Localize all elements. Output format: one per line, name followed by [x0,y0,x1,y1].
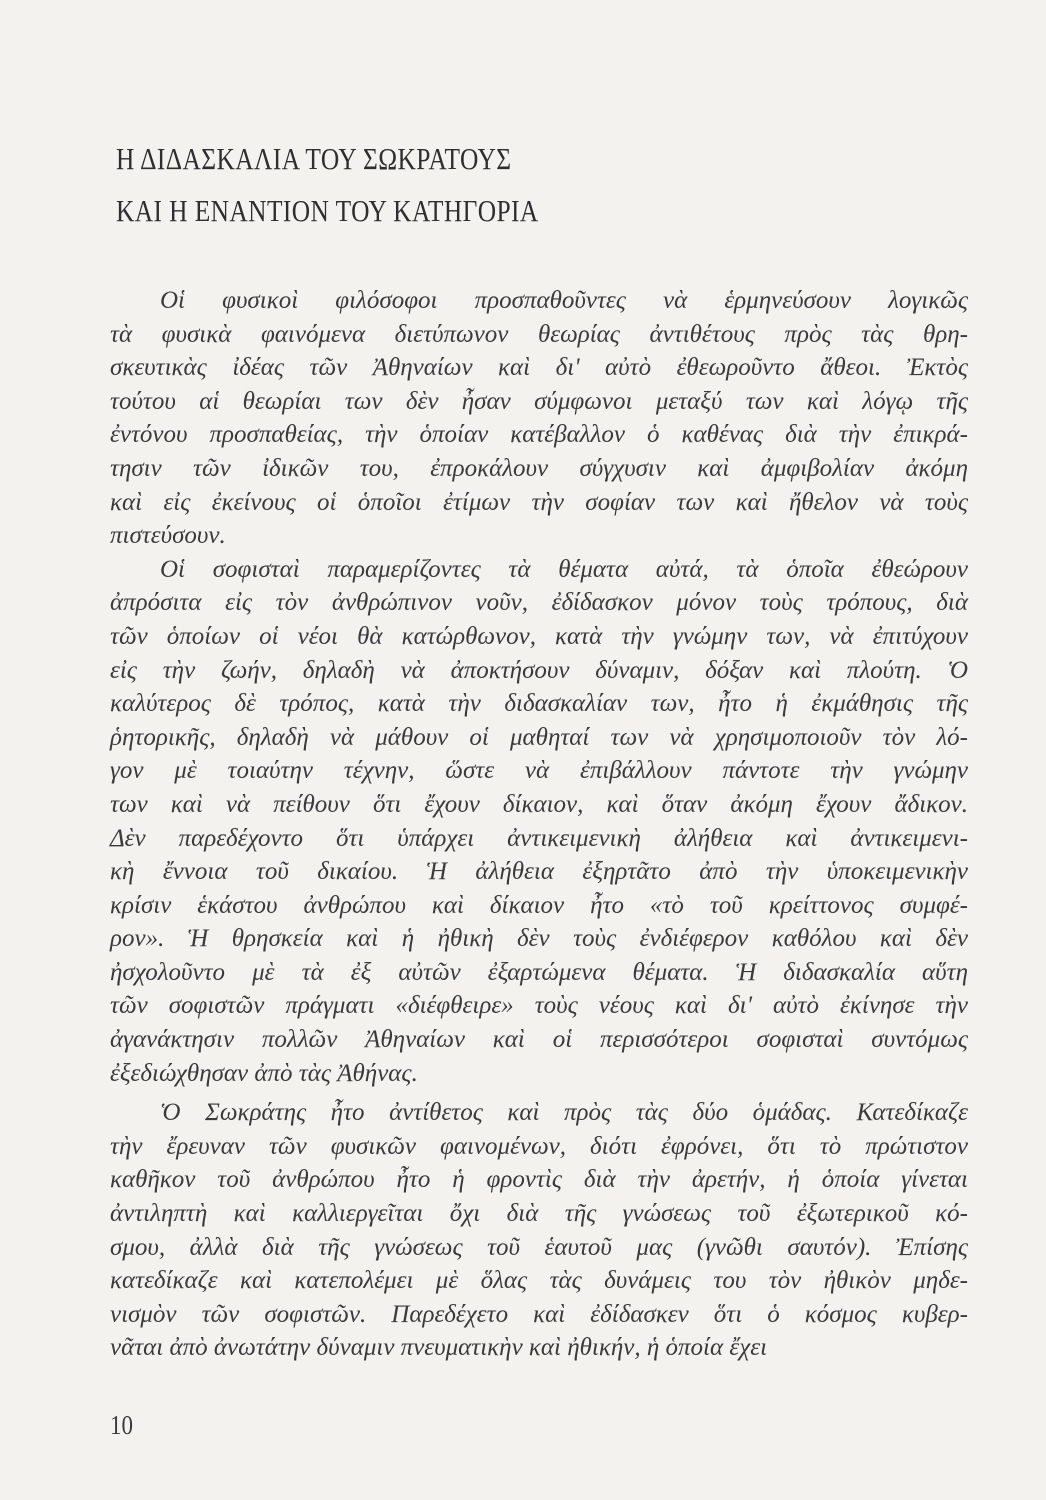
text-line: τῶν ὁποίων οἱ νέοι θὰ κατώρθωνον, κατὰ τὴν γνώμην των, νὰ ἐπιτύχουν [110,622,968,650]
text-line: ἀντιληπτὴ καὶ καλλιεργεῖται ὄχι διὰ τῆς γνώσεως τοῦ ἐξωτερικοῦ κό- [110,1200,968,1228]
text-line: γον μὲ τοιαύτην τέχνην, ὥστε νὰ ἐπιβάλλουν πάντοτε τὴν γνώμην [110,757,968,785]
text-line: πιστεύσουν. [110,522,226,550]
text-line: τὴν ἔρευναν τῶν φυσικῶν φαινομένων, διότι ἐφρόνει, ὅτι τὸ πρώτιστον [110,1132,968,1160]
paragraph-2 [110,553,968,1091]
text-line: εἰς τὴν ζωήν, δηλαδὴ νὰ ἀποκτήσουν δύναμιν, δόξαν καὶ πλούτη. Ὁ [110,656,968,684]
text-line: ἠσχολοῦντο μὲ τὰ ἐξ αὐτῶν ἐξαρτώμενα θέματα. Ἡ διδασκαλία αὕτη [110,958,968,986]
text-line: Οἱ σοφισταὶ παραμερίζοντες τὰ θέματα αὐτά, τὰ ὁποῖα ἐθεώρουν [160,555,968,583]
text-line: Οἱ φυσικοὶ φιλόσοφοι προσπαθοῦντες νὰ ἑρμηνεύσουν λογικῶς [160,287,968,314]
body-text [110,284,968,1365]
text-line: Ὁ Σωκράτης ἦτο ἀντίθετος καὶ πρὸς τὰς δύο ὁμάδας. Κατεδίκαζε [160,1099,968,1127]
text-line: ἐντόνου προσπαθείας, τὴν ὁποίαν κατέβαλλον ὁ καθένας διὰ τὴν ἐπικρά- [110,421,968,449]
text-line: ἀπρόσιτα εἰς τὸν ἀνθρώπινον νοῦν, ἐδίδασκον μόνον τοὺς τρόπους, διὰ [110,589,968,617]
text-line: νισμὸν τῶν σοφιστῶν. Παρεδέχετο καὶ ἐδίδασκεν ὅτι ὁ κόσμος κυβερ- [110,1300,968,1328]
text-line: ρον». Ἡ θρησκεία καὶ ἡ ἠθικὴ δὲν τοὺς ἐνδιέφερον καθόλου καὶ δὲν [110,925,968,953]
text-line: τὰ φυσικὰ φαινόμενα διετύπωνον θεωρίας ἀντιθέτους πρὸς τὰς θρη- [110,320,968,348]
text-line: των καὶ νὰ πείθουν ὅτι ἔχουν δίκαιον, καὶ ὅταν ἀκόμη ἔχουν ἄδικον. [110,790,968,818]
text-line: ῥητορικῆς, δηλαδὴ νὰ μάθουν οἱ μαθηταί των νὰ χρησιμοποιοῦν τὸν λό- [110,723,968,751]
text-line: κὴ ἔννοια τοῦ δικαίου. Ἡ ἀλήθεια ἐξηρτᾶτο ἀπὸ τὴν ὑποκειμενικὴν [110,858,968,886]
text-line: καὶ εἰς ἐκείνους οἱ ὁποῖοι ἐτίμων τὴν σοφίαν των καὶ ἤθελον νὰ τοὺς [110,488,968,516]
text-line: ἐξεδιώχθησαν ἀπὸ τὰς Ἀθήνας. [110,1059,418,1087]
text-line: τησιν τῶν ἰδικῶν του, ἐπροκάλουν σύγχυσιν καὶ ἀμφιβολίαν ἀκόμη [110,454,968,482]
text-line: κατεδίκαζε καὶ κατεπολέμει μὲ ὅλας τὰς δυνάμεις του τὸν ἠθικὸν μηδε- [110,1267,968,1295]
paragraph-1 [110,284,968,553]
text-line: καθῆκον τοῦ ἀνθρώπου ἦτο ἡ φροντὶς διὰ τὴν ἀρετήν, ἡ ὁποία γίνεται [110,1166,968,1194]
text-line: τῶν σοφιστῶν πράγματι «διέφθειρε» τοὺς νέους καὶ δι' αὐτὸ ἐκίνησε τὴν [110,992,968,1020]
page-number: 10 [110,1410,133,1440]
text-line: σμου, ἀλλὰ διὰ τῆς γνώσεως τοῦ ἑαυτοῦ μας (γνῶθι σαυτόν). Ἐπίσης [110,1233,968,1261]
text-line: νᾶται ἀπὸ ἀνωτάτην δύναμιν πνευματικὴν καὶ ἠθικήν, ἡ ὁποία ἔχει [110,1334,768,1362]
text-line: καλύτερος δὲ τρόπος, κατὰ τὴν διδασκαλίαν των, ἦτο ἡ ἐκμάθησις τῆς [110,690,968,718]
chapter-title-line-1: Η ΔΙΔΑΣΚΑΛΙΑ ΤΟΥ ΣΩΚΡΑΤΟΥΣ [116,141,512,176]
text-line: κρίσιν ἑκάστου ἀνθρώπου καὶ δίκαιον ἦτο «τὸ τοῦ κρείττονος συμφέ- [110,891,968,919]
text-line: τούτου αἱ θεωρίαι των δὲν ἦσαν σύμφωνοι μεταξύ των καὶ λόγῳ τῆς [110,387,968,415]
chapter-title-line-2: ΚΑΙ Η ΕΝΑΝΤΙΟΝ ΤΟΥ ΚΑΤΗΓΟΡΙΑ [116,193,539,228]
text-line: Δὲν παρεδέχοντο ὅτι ὑπάρχει ἀντικειμενικὴ ἀλήθεια καὶ ἀντικειμενι- [110,824,968,852]
text-line: ἀγανάκτησιν πολλῶν Ἀθηναίων καὶ οἱ περισσότεροι σοφισταὶ συντόμως [110,1026,968,1054]
chapter-title [116,133,631,237]
paragraph-3 [110,1096,968,1365]
text-line: σκευτικὰς ἰδέας τῶν Ἀθηναίων καὶ δι' αὐτὸ ἐθεωροῦντο ἄθεοι. Ἐκτὸς [110,354,968,382]
